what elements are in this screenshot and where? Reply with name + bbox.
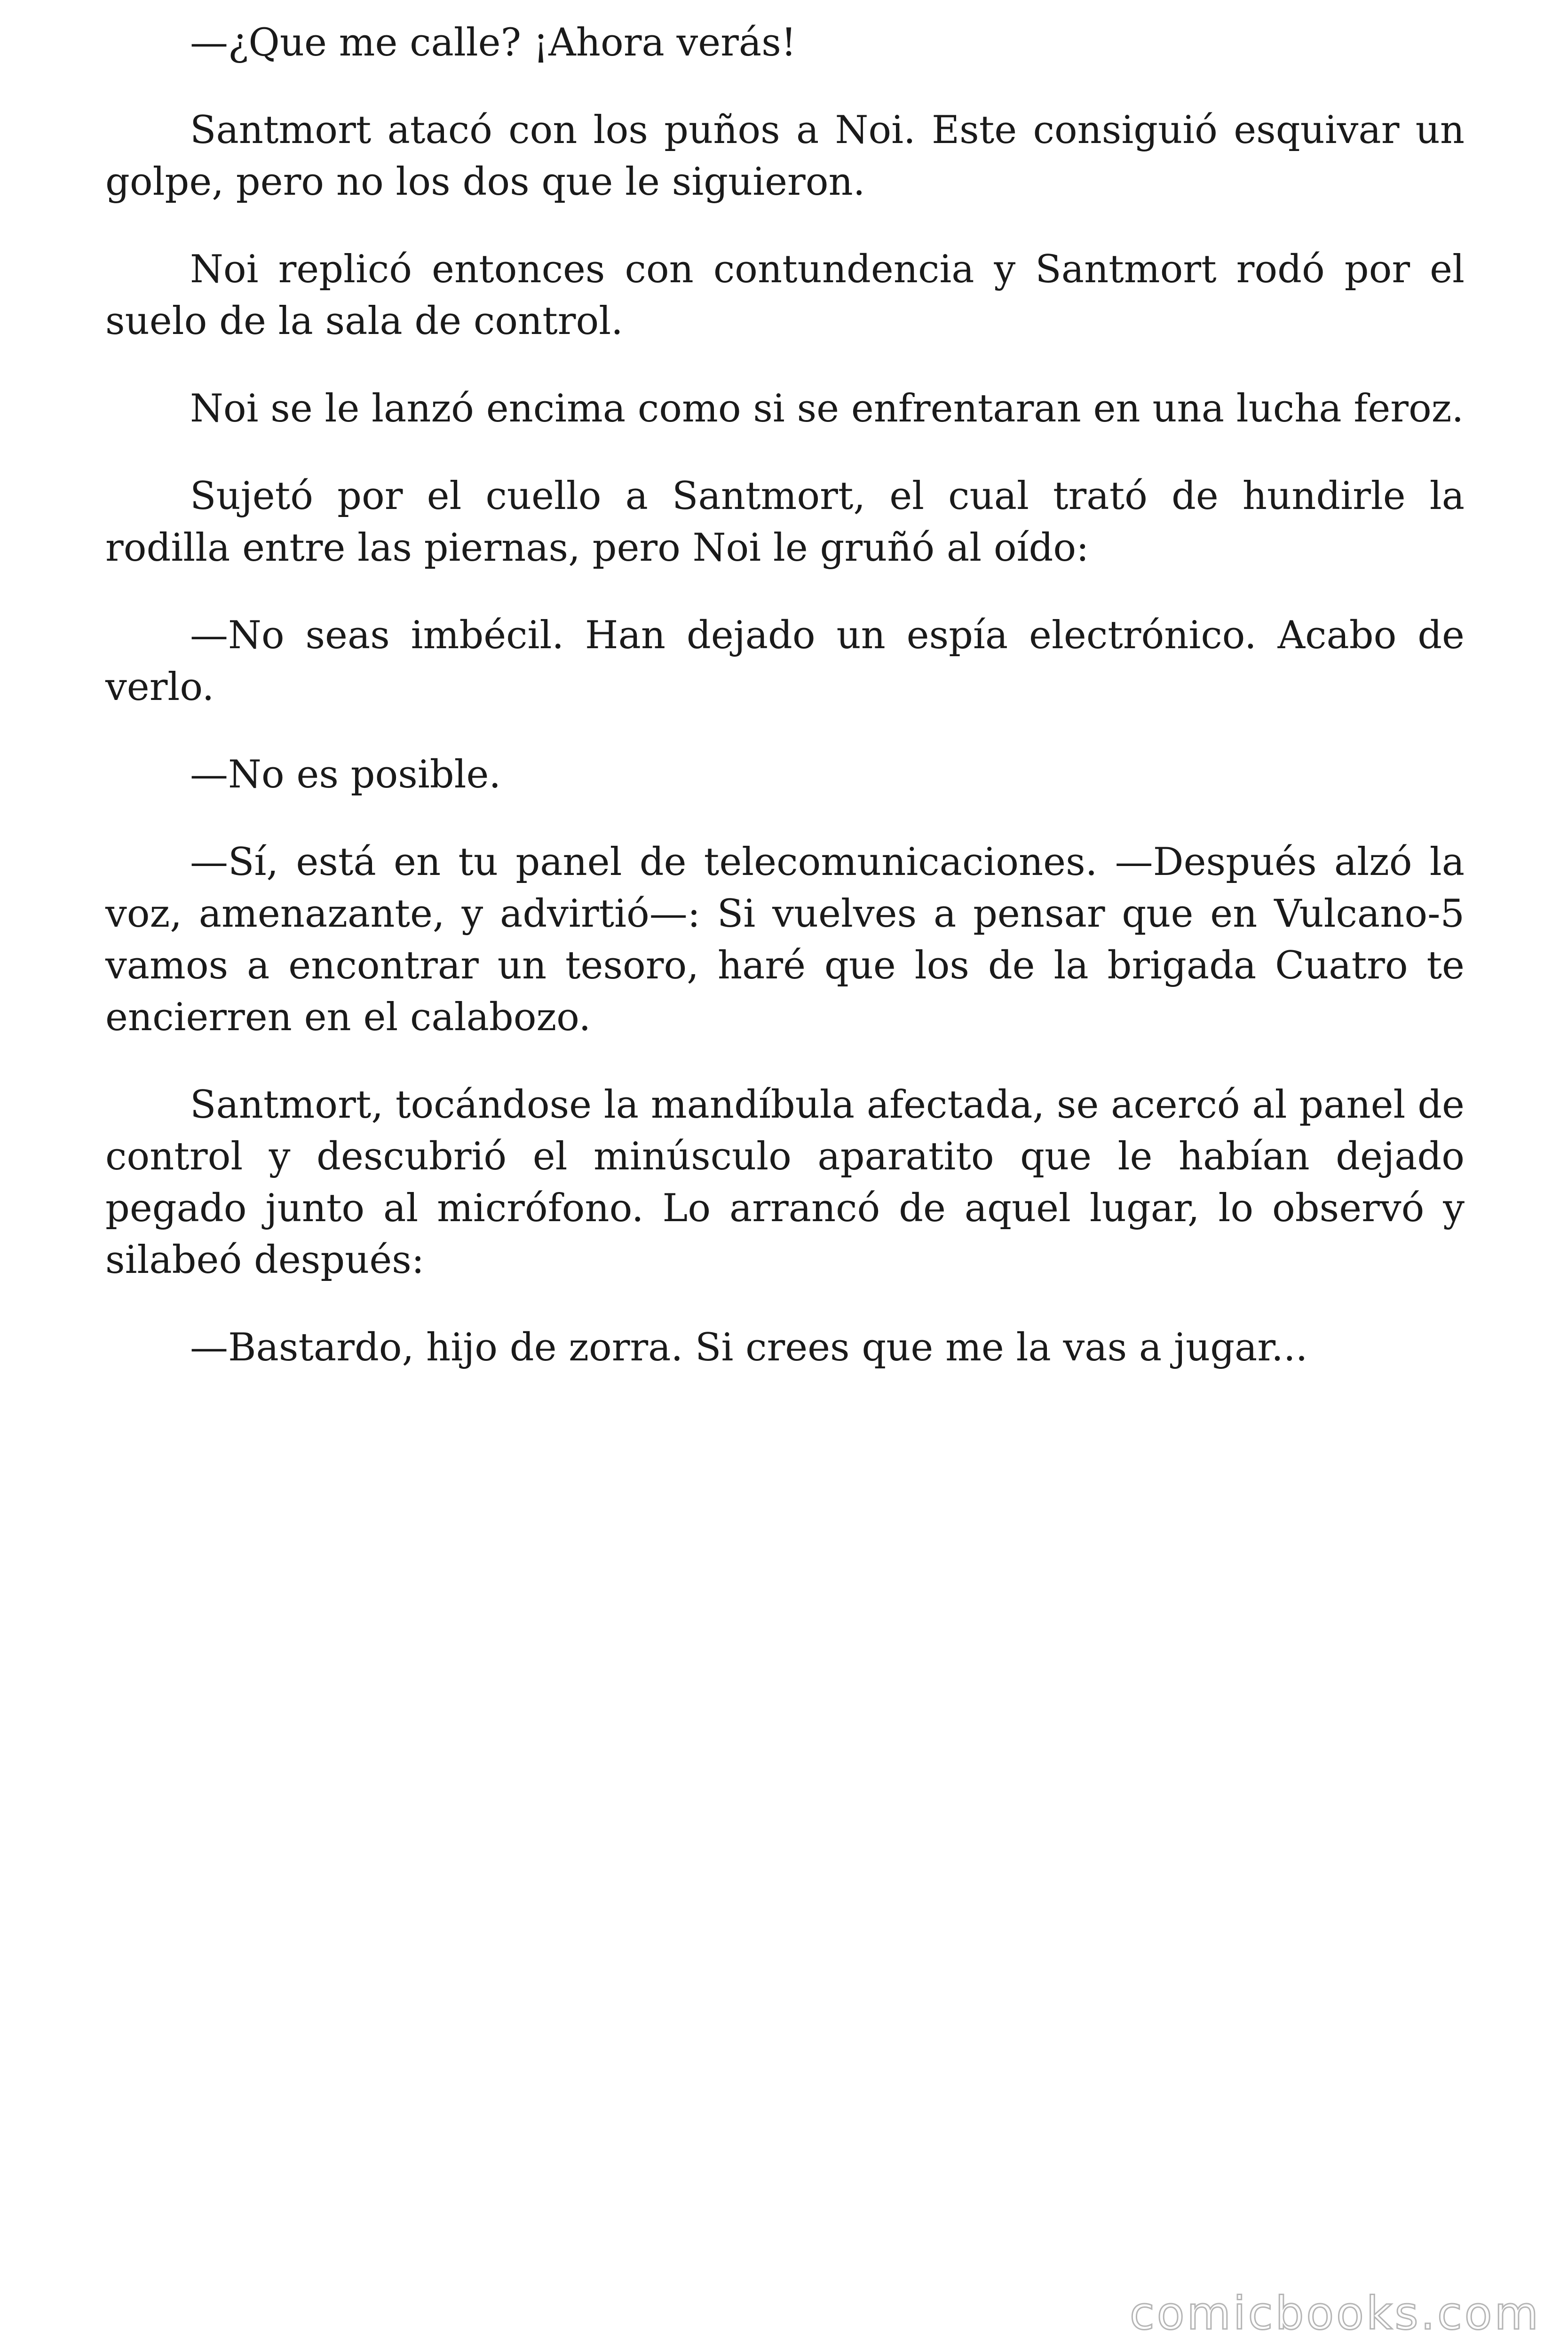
paragraph: Noi replicó entonces con contundencia y Santmort rodó por el suelo de la sala de control.	[105, 247, 1465, 343]
paragraph: —¿Que me calle? ¡Ahora verás!	[190, 21, 797, 65]
paragraph: —No es posible.	[190, 753, 501, 797]
paragraph: Santmort, tocándose la mandíbula afectada, se acercó al panel de control y descubrió el minúsculo aparatito que le habían dejado pegado junto al micrófono. Lo arrancó de aquel lugar, lo observó y silabeó después:	[105, 1083, 1465, 1282]
watermark: comicbooks.com	[1129, 2287, 1541, 2340]
paragraph: Sujetó por el cuello a Santmort, el cual trató de hundirle la rodilla entre las piernas, pero Noi le gruñó al oído:	[105, 474, 1465, 570]
body-text	[105, 17, 1465, 1409]
paragraph: Noi se le lanzó encima como si se enfrentaran en una lucha feroz.	[190, 387, 1464, 431]
paragraph: Santmort atacó con los puños a Noi. Este consiguió esquivar un golpe, pero no los dos que le siguieron.	[105, 108, 1465, 204]
paragraph: —Sí, está en tu panel de telecomunicaciones. —Después alzó la voz, amenazante, y advirtió—: Si vuelves a pensar que en Vulcano-5 vamos a encontrar un tesoro, haré que los de la brigada Cuatro te encierren en el calabozo.	[105, 840, 1465, 1040]
paragraph: —No seas imbécil. Han dejado un espía electrónico. Acabo de verlo.	[105, 613, 1465, 709]
paragraph: —Bastardo, hijo de zorra. Si crees que me la vas a jugar...	[190, 1326, 1308, 1370]
